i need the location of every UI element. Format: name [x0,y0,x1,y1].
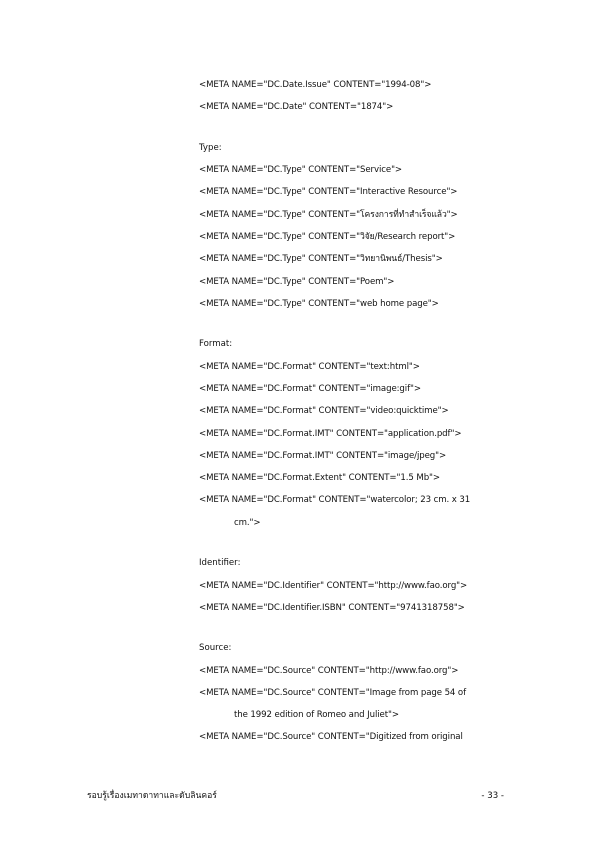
meta-format-line: <META NAME="DC.Format" CONTENT="watercolor; 23 cm. x 31 [199,495,471,506]
section-gap [199,315,529,333]
meta-format-line: <META NAME="DC.Format" CONTENT="video:quicktime"> [199,406,449,417]
meta-format-line: <META NAME="DC.Format" CONTENT="image:gif"> [199,383,421,394]
meta-format-line: <META NAME="DC.Format.Extent" CONTENT="1.5 Mb"> [199,473,441,484]
section-gap [199,619,529,637]
source-heading: Source: [199,643,232,654]
meta-format-continuation: cm."> [234,517,261,528]
section-gap [199,119,529,137]
meta-source-continuation: the 1992 edition of Romeo and Juliet"> [234,710,399,721]
meta-type-line: <META NAME="DC.Type" CONTENT="Poem"> [199,276,395,287]
meta-type-line: <META NAME="DC.Type" CONTENT="วิทยานิพนธ์/Thesis"> [199,254,443,265]
meta-format-line: <META NAME="DC.Format" CONTENT="text:html"> [199,361,420,372]
meta-source-line: <META NAME="DC.Source" CONTENT="http://www.fao.org"> [199,665,459,676]
meta-identifier-line: <META NAME="DC.Identifier" CONTENT="http://www.fao.org"> [199,580,468,591]
meta-type-line: <META NAME="DC.Type" CONTENT="โครงการที่ทำสำเร็จแล้ว"> [199,209,458,220]
type-heading: Type: [199,142,222,153]
page-number: - 33 - [481,791,504,801]
meta-type-line: <META NAME="DC.Type" CONTENT="Interactive Resource"> [199,187,458,198]
page-footer [0,786,595,806]
meta-identifier-line: <META NAME="DC.Identifier.ISBN" CONTENT="9741318758"> [199,602,465,613]
meta-type-line: <META NAME="DC.Type" CONTENT="Service"> [199,165,403,176]
meta-source-line: <META NAME="DC.Source" CONTENT="Digitized from original [199,732,463,743]
meta-type-line: <META NAME="DC.Type" CONTENT="web home page"> [199,298,439,309]
meta-date-line: <META NAME="DC.Date" CONTENT="1874"> [199,102,394,113]
meta-source-line: <META NAME="DC.Source" CONTENT="Image from page 54 of [199,687,467,698]
meta-format-line: <META NAME="DC.Format.IMT" CONTENT="application.pdf"> [199,428,462,439]
identifier-heading: Identifier: [199,558,241,569]
format-heading: Format: [199,339,233,350]
footer-title: รอบรู้เรื่องเมทาดาทาและดับลินคอร์ [87,791,217,801]
meta-type-line: <META NAME="DC.Type" CONTENT="วิจัย/Research report"> [199,231,456,242]
meta-date-issue-line: <META NAME="DC.Date.Issue" CONTENT="1994-08"> [199,80,432,90]
page-content [199,74,529,749]
section-gap [199,534,529,552]
meta-format-line: <META NAME="DC.Format.IMT" CONTENT="image/jpeg"> [199,450,447,461]
